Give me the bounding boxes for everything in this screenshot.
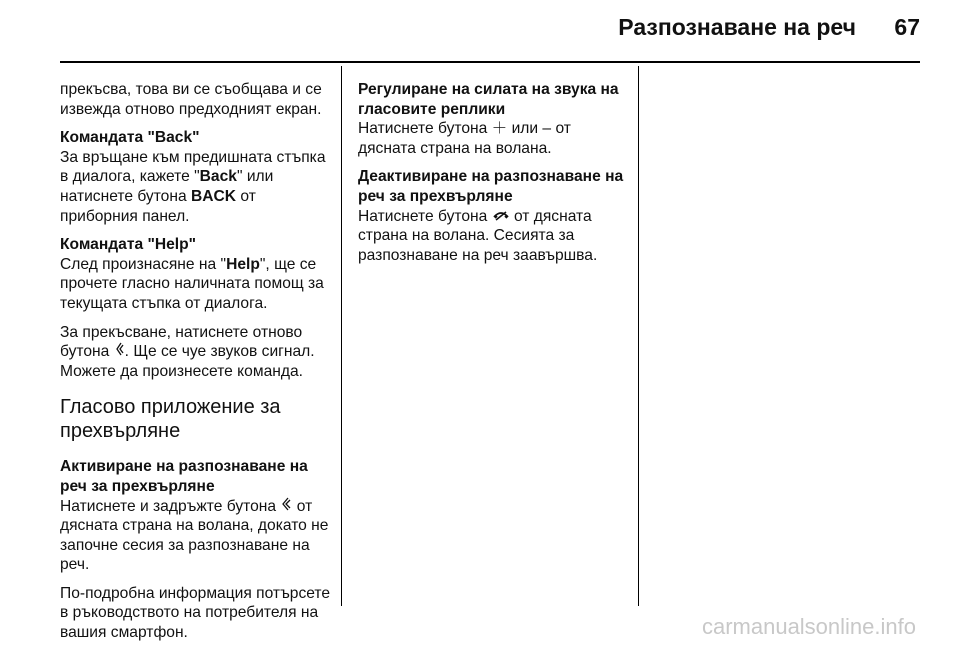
heading-help-command: Командата "Help"	[60, 236, 197, 254]
page-header-title: Разпознаване на реч	[618, 14, 856, 40]
voice-icon	[280, 497, 292, 517]
paragraph-activate: Натиснете и задръжте бутона от дясната страна на волана, докато не започне сесия за разпознаване на реч.	[60, 497, 329, 574]
heading-deactivate: Деактивиране на разпознаване на реч за прехвърляне	[358, 168, 624, 205]
paragraph-help-command: След произнасяне на "Help", ще се прочете гласно наличната помощ за текущата стъпка от диалога.	[60, 255, 324, 312]
paragraph-volume: Натиснете бутона ＋ или – от дясната страна на волана.	[358, 120, 571, 157]
back-button-label: BACK	[190, 187, 237, 205]
paragraph-interrupt: За прекъсване, натиснете отново бутона . Ще се чуе звуков сигнал. Можете да произнесете команда.	[60, 323, 315, 380]
plus-icon: ＋	[491, 120, 508, 138]
column-left	[60, 80, 332, 652]
column-divider-1	[341, 66, 342, 606]
column-divider-2	[638, 66, 639, 606]
header-rule	[60, 61, 920, 63]
page-number: 67	[894, 14, 920, 40]
heading-volume: Регулиране на силата на звука на гласовите реплики	[358, 81, 619, 118]
back-word: Back	[199, 168, 237, 186]
paragraph-deactivate: Натиснете бутона от дясната страна на волана. Сесията за разпознаване на реч заавършва.	[358, 207, 598, 264]
voice-icon	[114, 342, 125, 362]
minus-icon: –	[542, 120, 552, 138]
section-heading: Гласово приложение за прехвърляне	[60, 396, 281, 443]
watermark: carmanualsonline.info	[701, 614, 916, 639]
heading-back-command: Командата "Back"	[60, 129, 200, 147]
paragraph-more-info: По-подробна информация потърсете в ръководството на потребителя на вашия смартфон.	[60, 584, 331, 642]
heading-activate: Активиране на разпознаване на реч за прехвърляне	[60, 458, 308, 495]
hangup-icon	[492, 207, 510, 227]
paragraph-interrupt-notice: прекъсва, това ви се съобщава и се извежда отново предходният екран.	[60, 81, 322, 118]
paragraph-back-command: За връщане към предишната стъпка в диалога, кажете "Back" или натиснете бутона BACK от приборния панел.	[60, 148, 326, 225]
column-right	[358, 80, 628, 274]
help-word: Help	[226, 255, 260, 273]
